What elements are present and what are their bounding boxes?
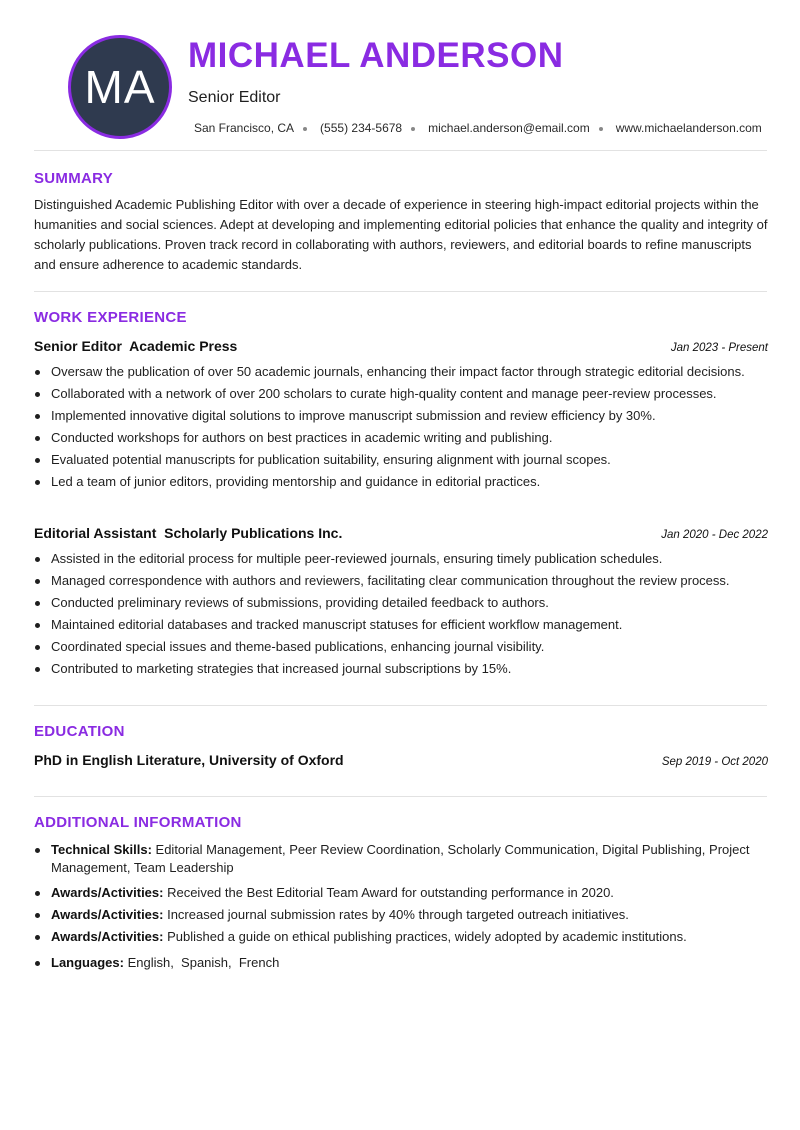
- list-item: [51, 954, 767, 972]
- additional-heading: ADDITIONAL INFORMATION: [34, 814, 242, 831]
- separator-dot: [411, 127, 415, 131]
- job-date: Jan 2020 - Dec 2022: [661, 529, 768, 541]
- item-label: Awards/Activities:: [51, 885, 164, 900]
- item-text: Received the Best Editorial Team Award for outstanding performance in 2020.: [163, 885, 614, 900]
- item-label: Awards/Activities:: [51, 929, 164, 944]
- job-header: [34, 525, 768, 541]
- item-label: Technical Skills:: [51, 842, 152, 857]
- job-header: [34, 338, 768, 354]
- degree-text: PhD in English Literature, University of Oxford: [34, 752, 344, 768]
- education-heading: EDUCATION: [34, 723, 125, 740]
- job-role: Senior Editor Academic Press: [34, 338, 238, 354]
- job-bullets: [51, 363, 767, 491]
- list-item: [51, 906, 767, 924]
- candidate-name: MICHAEL ANDERSON: [188, 36, 564, 75]
- list-item: Conducted workshops for authors on best practices in academic writing and publishing.: [51, 429, 767, 447]
- section-divider: [34, 150, 767, 151]
- item-label: Languages:: [51, 955, 124, 970]
- list-item: Led a team of junior editors, providing mentorship and guidance in editorial practices.: [51, 473, 767, 491]
- section-divider: [34, 796, 767, 797]
- list-item: Assisted in the editorial process for multiple peer-reviewed journals, ensuring timely publication schedules.: [51, 550, 767, 568]
- item-text: Editorial Management, Peer Review Coordination, Scholarly Communication, Digital Publishing, Project Management, Team Leadership: [51, 842, 750, 875]
- list-item: [51, 884, 767, 902]
- job-date: Jan 2023 - Present: [670, 342, 768, 354]
- section-divider: [34, 291, 767, 292]
- email-link[interactable]: michael.anderson@email.com: [428, 121, 590, 135]
- section-divider: [34, 705, 767, 706]
- website-link[interactable]: www.michaelanderson.com: [615, 121, 762, 135]
- avatar-initials: MA: [84, 61, 156, 113]
- avatar: [68, 35, 172, 139]
- summary-heading: SUMMARY: [34, 170, 114, 187]
- job-title: Senior Editor: [188, 89, 281, 106]
- item-text: English, Spanish, French: [123, 955, 280, 970]
- additional-list: [51, 841, 767, 972]
- education-entry: [34, 752, 768, 768]
- item-text: Published a guide on ethical publishing practices, widely adopted by academic institutions.: [163, 929, 687, 944]
- list-item: [51, 841, 767, 877]
- list-item: Implemented innovative digital solutions to improve manuscript submission and review efficiency by 30%.: [51, 407, 767, 425]
- list-item: [51, 928, 767, 946]
- list-item: Coordinated special issues and theme-based publications, enhancing journal visibility.: [51, 638, 767, 656]
- resume-header: [34, 0, 767, 150]
- phone-text: (555) 234-5678: [320, 121, 403, 135]
- contact-line: [194, 121, 762, 135]
- list-item: Managed correspondence with authors and reviewers, facilitating clear communication throughout the review process.: [51, 572, 767, 590]
- list-item: Contributed to marketing strategies that increased journal subscriptions by 15%.: [51, 660, 767, 678]
- experience-heading: WORK EXPERIENCE: [34, 309, 187, 326]
- list-item: Oversaw the publication of over 50 academic journals, enhancing their impact factor through strategic editorial decisions.: [51, 363, 767, 381]
- item-text: Increased journal submission rates by 40% through targeted outreach initiatives.: [163, 907, 629, 922]
- list-item: Collaborated with a network of over 200 scholars to curate high-quality content and manage peer-review processes.: [51, 385, 767, 403]
- summary-text: Distinguished Academic Publishing Editor with over a decade of experience in steering high-impact editorial projects within the humanities and social sciences. Adept at developing and implementing editorial policies that enhance the quality and integrity of scholarly publications. Proven track record in collaborating with authors, reviewers, and editorial boards to refine manuscripts and ensure adherence to academic standards.: [34, 197, 768, 272]
- separator-dot: [599, 127, 603, 131]
- item-label: Awards/Activities:: [51, 907, 164, 922]
- location-text: San Francisco, CA: [194, 121, 295, 135]
- separator-dot: [303, 127, 307, 131]
- job-bullets: [51, 550, 767, 678]
- education-date: Sep 2019 - Oct 2020: [661, 756, 768, 768]
- list-item: Conducted preliminary reviews of submissions, providing detailed feedback to authors.: [51, 594, 767, 612]
- job-role: Editorial Assistant Scholarly Publications Inc.: [34, 525, 343, 541]
- list-item: Evaluated potential manuscripts for publication suitability, ensuring alignment with journal scopes.: [51, 451, 767, 469]
- list-item: Maintained editorial databases and tracked manuscript statuses for efficient workflow management.: [51, 616, 767, 634]
